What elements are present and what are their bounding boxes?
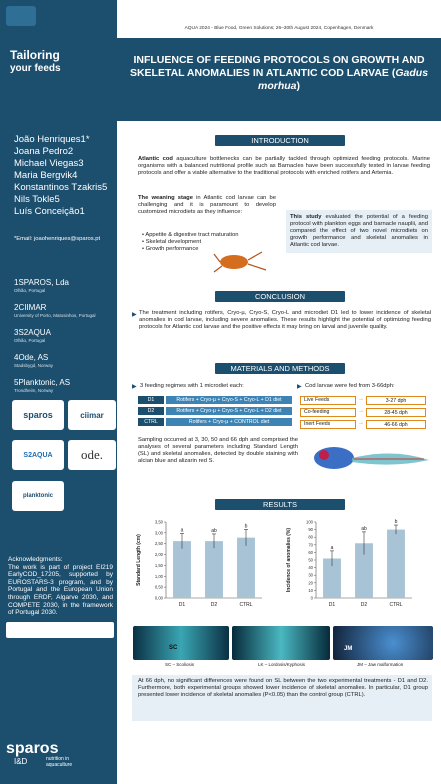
regime-tag: D2 (138, 407, 164, 415)
caption-jaw: JM – Jaw malformation (357, 662, 404, 667)
affiliation-location: University of Porto, Matosinhos, Portugal (14, 313, 96, 318)
results-text: At 66 dph, no significant differences were found on SL between the two experimental treatments - D1 and D2. Furthermore, both experimental groups showed lower incidence of skeletal anomalies. In particular, D1 group presented lower incidence of skeletal anomalies (P<0.05) than the control group (CTRL). (138, 678, 428, 698)
footer-sub: I&D (14, 757, 28, 766)
section-heading-conclusion: CONCLUSION (215, 291, 345, 302)
y-tick-label: 3,00 (154, 530, 163, 536)
feed-phase-range: 3-27 dph (366, 396, 426, 405)
bar (173, 541, 191, 598)
list-item: • Skeletal development (142, 239, 202, 245)
significance-letter: a (330, 544, 334, 551)
stained-larva-image (304, 438, 434, 478)
lordosis-kyphosis-image (232, 626, 330, 660)
y-tick-label: 10 (308, 587, 313, 593)
y-tick-label: 40 (308, 565, 313, 571)
affiliation-location: Stadsbygd, Norway (14, 363, 54, 368)
affiliation-location: Olhão, Portugal (14, 288, 46, 293)
significance-letter: a (180, 527, 184, 534)
planktonic-logo: planktonic (12, 481, 64, 511)
y-tick-label: 0 (310, 595, 313, 601)
y-tick-label: 1,50 (154, 562, 163, 568)
y-tick-label: 100 (306, 519, 313, 525)
affiliation-name: 5Planktonic, AS (14, 378, 71, 387)
list-item: • Growth performance (142, 246, 199, 252)
affiliation-name: 4Ode, AS (14, 353, 49, 362)
author-list (14, 134, 114, 218)
footer-brand: sparos (6, 740, 59, 757)
funding-logos-strip (6, 622, 114, 638)
author: Joana Pedro2 (14, 146, 74, 157)
significance-letter: ab (211, 527, 217, 534)
author: João Henriques1* (14, 134, 90, 145)
y-tick-label: 90 (308, 527, 313, 533)
x-tick-label: CTRL (239, 602, 253, 608)
poster-title (122, 54, 436, 93)
ciimar-logo: ciimar (68, 400, 116, 430)
x-tick-label: D2 (210, 602, 218, 608)
y-tick-label: 50 (308, 557, 313, 563)
chevron-right-icon: ▶ (132, 384, 137, 390)
regime-diet: Rotifers + Cryo-µ + Cryo-S + Cryo-L + D2 diet (166, 407, 292, 415)
y-tick-label: 80 (308, 534, 313, 540)
scoliosis-image (133, 626, 229, 660)
jaw-malformation-label: JM (344, 646, 353, 652)
feed-phase-range: 46-66 dph (366, 420, 426, 429)
tagline-line2: your feeds (10, 63, 61, 74)
intro-text: aquaculture bottlenecks can be partially tackled through optimized feeding protocols. Marine organisms with a balanced nutritional profile such as Barnacles have been successfully tested in larvae feeding protocols and offer a viable alternative to the traditional protocols with enriched rotifers and Artemia. (138, 156, 430, 176)
conclusion-text: The treatment including rotifers, Cryo-µ, Cryo-S, Cryo-L and microdiet D1 led to lower incidence of skeletal anomalies in cod larvae, including severe anomalies. These results highlight the potential of optimizing feeding protocols for Atlantic cod larvae and the positive effects it may bring on larval and juvenile quality. (139, 310, 431, 330)
y-tick-label: 0,50 (154, 584, 163, 590)
regime-tag: D1 (138, 396, 164, 404)
y-tick-label: 60 (308, 549, 313, 555)
chevron-right-icon: ▶ (132, 312, 137, 318)
author: Nils Tokle5 (14, 194, 60, 205)
ode-logo: ode. (68, 440, 116, 470)
study-bold: This study (290, 214, 322, 220)
arrow-right-icon: → (358, 420, 364, 426)
caption-scoliosis: SC – Scoliosis (165, 662, 195, 667)
x-tick-label: CTRL (389, 602, 403, 608)
tagline-line1: Tailoring (10, 48, 60, 62)
standard-length-chart (132, 516, 268, 614)
section-heading-methods: MATERIALS AND METHODS (215, 363, 345, 374)
x-tick-label: D1 (328, 602, 336, 608)
regime-diet: Rotifers + Cryo-µ + Cryo-S + Cryo-L + D1 diet (166, 396, 292, 404)
title-end: ) (296, 80, 300, 92)
affiliation-location: Olhão, Portugal (14, 338, 46, 343)
section-heading-introduction: INTRODUCTION (215, 135, 345, 146)
y-axis-label: Standard Length (cm) (136, 534, 142, 586)
affiliation-location: Trondheim, Norway (14, 388, 54, 393)
section-heading-results: RESULTS (215, 499, 345, 510)
caption-lordosis: LK – Lordosis/Kyphosis (258, 662, 306, 667)
sparos-logo: sparos (12, 400, 64, 430)
anomalies-chart (282, 516, 418, 614)
y-tick-label: 20 (308, 580, 313, 586)
feed-phase-label: Live Feeds (300, 396, 356, 405)
title-species: Gadus morhua (257, 67, 429, 92)
scoliosis-label: SC (169, 645, 178, 651)
contact-email: *Email: joaohenriques@sparos.pt (14, 236, 101, 242)
crustacean-illustration (212, 244, 272, 278)
fed-intro: Cod larvae were fed from 3-66dph: (305, 383, 395, 389)
s2aqua-logo: S2AQUA (12, 440, 64, 470)
jaw-malformation-image (333, 626, 433, 660)
bar (205, 541, 223, 598)
arrow-right-icon: → (358, 408, 364, 414)
feed-phase-range: 28-45 dph (366, 408, 426, 417)
arrow-right-icon: → (358, 396, 364, 402)
intro-bold: Atlantic cod (138, 156, 173, 162)
intro-paragraph (138, 156, 430, 177)
weaning-bold: The weaning stage (138, 195, 193, 201)
y-tick-label: 2,50 (154, 541, 163, 547)
title-main: INFLUENCE OF FEEDING PROTOCOLS ON GROWTH AND SKELETAL ANOMALIES IN ATLANTIC COD LARVAE ( (129, 54, 425, 79)
y-tick-label: 3,50 (154, 519, 163, 525)
significance-letter: ab (361, 525, 367, 532)
crustacean-icon (212, 244, 272, 278)
list-item: • Appetite & digestive tract maturation (142, 232, 239, 238)
significance-letter: b (244, 523, 248, 530)
regimes-intro: 3 feeding regimes with 1 microdiet each: (140, 383, 244, 389)
regime-diet: Rotifers + Cryo-µ + CONTROL diet (166, 418, 292, 426)
study-text: evaluated the potential of a feeding protocol with plankton eggs and barnacle nauplii, and compared the effect of two novel microdiets on growth performance and skeletal anomalies in Atlantic cod larvae. (290, 214, 428, 248)
x-tick-label: D2 (360, 602, 368, 608)
affiliation-name: 1SPAROS, Lda (14, 278, 69, 287)
y-tick-label: 2,00 (154, 552, 163, 558)
author: Michael Viegas3 (14, 158, 84, 169)
y-tick-label: 0,00 (154, 595, 163, 601)
affiliation-name: 3S2AQUA (14, 328, 51, 337)
acknowledgments-title: Acknowledgments: (8, 556, 63, 563)
author: Konstantinos Tzakris5 (14, 182, 108, 193)
affiliations (14, 278, 114, 394)
fish-larva-icon (304, 438, 434, 478)
weaning-paragraph (138, 195, 276, 216)
acknowledgments (8, 556, 113, 617)
sampling-text: Sampling occurred at 3, 30, 50 and 66 dph and comprised the analyses of several parameters including Standard Length (SL) and skeletal anomalies, detected by double staining with alcian blue and alizarin red S. (138, 437, 298, 464)
weaning-text: in Atlantic cod larvae can be challenging and it is paramount to develop customized microdiets as they influence: (138, 195, 276, 215)
feed-phase-label: Inert Feeds (300, 420, 356, 429)
footer-tagline: nutrition in aquaculture (46, 756, 73, 768)
tagline (10, 48, 110, 76)
bar (387, 530, 405, 598)
bar (237, 538, 255, 598)
significance-letter: b (394, 519, 398, 526)
y-tick-label: 30 (308, 572, 313, 578)
regime-tag: CTRL (138, 418, 164, 426)
affiliation-name: 2CIIMAR (14, 303, 47, 312)
top-brand-logo (6, 6, 36, 26)
x-tick-label: D1 (178, 602, 186, 608)
y-axis-label: Incidence of anomalies (%) (286, 527, 292, 593)
study-box (286, 210, 432, 253)
conference-banner: AQUA 2024 - Blue Food, Green Solutions; 26–30th August 2024, Copenhagen, Denmark (117, 0, 441, 35)
chevron-right-icon: ▶ (297, 384, 302, 390)
y-tick-label: 70 (308, 542, 313, 548)
y-tick-label: 1,00 (154, 573, 163, 579)
feed-phase-label: Co-feeding (300, 408, 356, 417)
author: Maria Bergvik4 (14, 170, 78, 181)
acknowledgments-text: The work is part of project EI219 EarlyCOD_17205, supported by EUROSTARS-3 program, and by Portugal and the European Union through ERDF, Algarve 2030, and COMPETE 2030, in the framework of Portugal 2030. (8, 563, 113, 617)
author: Luís Conceição1 (14, 206, 85, 217)
